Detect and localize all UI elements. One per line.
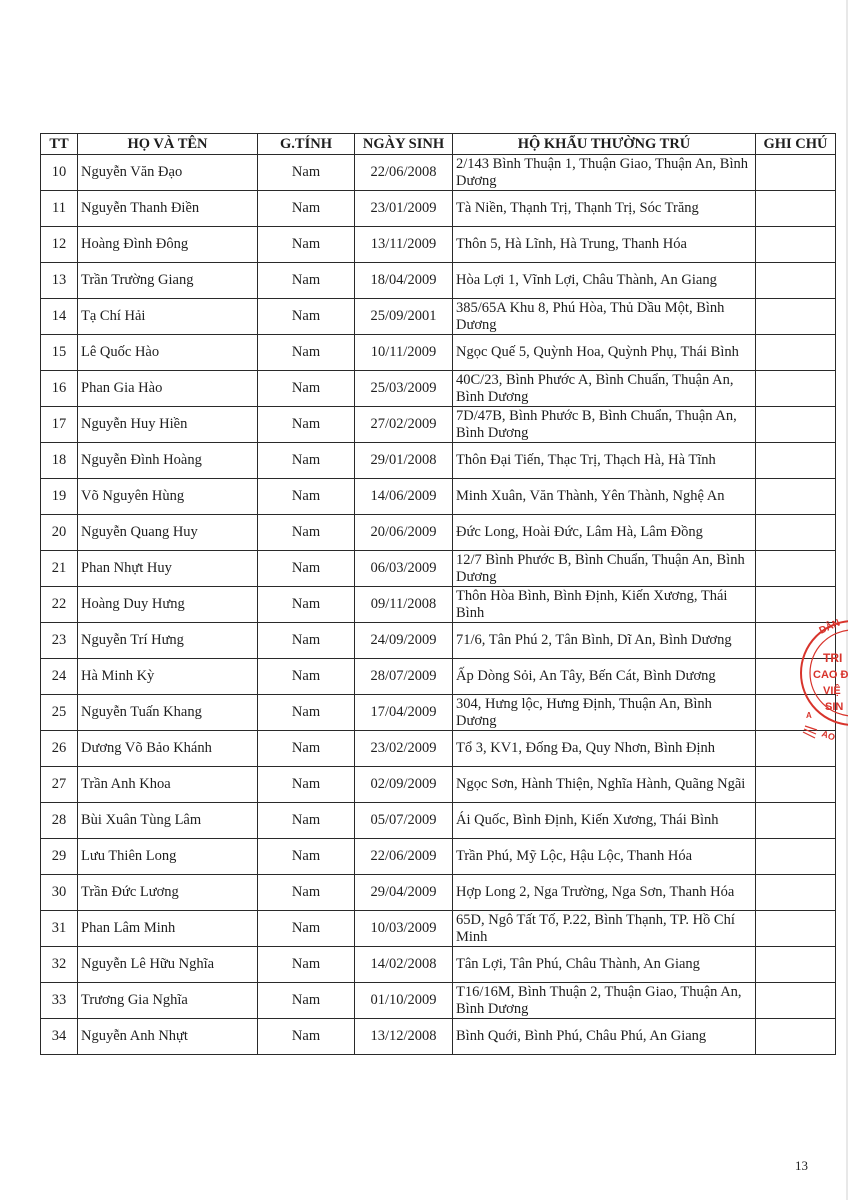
table-row <box>41 155 836 191</box>
cell-gender: Nam <box>258 983 355 1019</box>
cell-row-number: 26 <box>41 731 78 767</box>
cell-permanent-address: Tà Niền, Thạnh Trị, Thạnh Trị, Sóc Trăng <box>453 191 756 227</box>
cell-permanent-address: Đức Long, Hoài Đức, Lâm Hà, Lâm Đồng <box>453 515 756 551</box>
cell-date-of-birth: 09/11/2008 <box>355 587 453 623</box>
cell-student-name: Nguyễn Thanh Điền <box>78 191 258 227</box>
cell-permanent-address: 12/7 Bình Phước B, Bình Chuẩn, Thuận An, Bình Dương <box>453 551 756 587</box>
table-row <box>41 659 836 695</box>
cell-note <box>756 515 836 551</box>
cell-gender: Nam <box>258 407 355 443</box>
cell-student-name: Hoàng Duy Hưng <box>78 587 258 623</box>
stamp-text-2: TRI <box>823 651 843 665</box>
cell-permanent-address: Thôn Hòa Bình, Bình Định, Kiến Xương, Thái Bình <box>453 587 756 623</box>
cell-date-of-birth: 25/09/2001 <box>355 299 453 335</box>
cell-gender: Nam <box>258 263 355 299</box>
table-header-row <box>41 134 836 155</box>
cell-date-of-birth: 22/06/2009 <box>355 839 453 875</box>
cell-gender: Nam <box>258 335 355 371</box>
cell-date-of-birth: 13/11/2009 <box>355 227 453 263</box>
cell-permanent-address: Ngọc Sơn, Hành Thiện, Nghĩa Hành, Quãng Ngãi <box>453 767 756 803</box>
cell-permanent-address: Bình Quới, Bình Phú, Châu Phú, An Giang <box>453 1019 756 1055</box>
cell-date-of-birth: 06/03/2009 <box>355 551 453 587</box>
cell-permanent-address: Thôn Đại Tiến, Thạc Trị, Thạch Hà, Hà Tĩnh <box>453 443 756 479</box>
table-row <box>41 443 836 479</box>
cell-gender: Nam <box>258 659 355 695</box>
cell-date-of-birth: 28/07/2009 <box>355 659 453 695</box>
table-row <box>41 983 836 1019</box>
table-row <box>41 1019 836 1055</box>
cell-permanent-address: Minh Xuân, Văn Thành, Yên Thành, Nghệ An <box>453 479 756 515</box>
cell-date-of-birth: 13/12/2008 <box>355 1019 453 1055</box>
cell-row-number: 28 <box>41 803 78 839</box>
table-row <box>41 551 836 587</box>
cell-date-of-birth: 24/09/2009 <box>355 623 453 659</box>
cell-gender: Nam <box>258 227 355 263</box>
cell-note <box>756 1019 836 1055</box>
cell-row-number: 25 <box>41 695 78 731</box>
cell-student-name: Trần Đức Lương <box>78 875 258 911</box>
cell-student-name: Hà Minh Kỳ <box>78 659 258 695</box>
cell-row-number: 27 <box>41 767 78 803</box>
cell-gender: Nam <box>258 1019 355 1055</box>
cell-date-of-birth: 23/02/2009 <box>355 731 453 767</box>
cell-note <box>756 191 836 227</box>
table-row <box>41 479 836 515</box>
header-note: GHI CHÚ <box>756 134 836 155</box>
cell-student-name: Nguyễn Anh Nhựt <box>78 1019 258 1055</box>
cell-row-number: 22 <box>41 587 78 623</box>
cell-note <box>756 407 836 443</box>
cell-student-name: Phan Gia Hào <box>78 371 258 407</box>
cell-note <box>756 371 836 407</box>
cell-row-number: 23 <box>41 623 78 659</box>
cell-row-number: 21 <box>41 551 78 587</box>
cell-gender: Nam <box>258 947 355 983</box>
header-permanent-address: HỘ KHẨU THƯỜNG TRÚ <box>453 134 756 155</box>
cell-row-number: 32 <box>41 947 78 983</box>
cell-row-number: 19 <box>41 479 78 515</box>
cell-student-name: Nguyễn Trí Hưng <box>78 623 258 659</box>
stamp-text-7: AO <box>820 728 837 743</box>
cell-student-name: Phan Nhựt Huy <box>78 551 258 587</box>
cell-row-number: 13 <box>41 263 78 299</box>
cell-student-name: Phan Lâm Minh <box>78 911 258 947</box>
cell-date-of-birth: 23/01/2009 <box>355 191 453 227</box>
cell-row-number: 15 <box>41 335 78 371</box>
cell-date-of-birth: 27/02/2009 <box>355 407 453 443</box>
cell-gender: Nam <box>258 515 355 551</box>
cell-student-name: Nguyễn Tuấn Khang <box>78 695 258 731</box>
header-gender: G.TÍNH <box>258 134 355 155</box>
cell-date-of-birth: 17/04/2009 <box>355 695 453 731</box>
cell-gender: Nam <box>258 299 355 335</box>
cell-date-of-birth: 14/02/2008 <box>355 947 453 983</box>
table-row <box>41 731 836 767</box>
cell-gender: Nam <box>258 371 355 407</box>
cell-date-of-birth: 02/09/2009 <box>355 767 453 803</box>
stamp-text-5: SIN <box>825 701 844 713</box>
cell-date-of-birth: 10/11/2009 <box>355 335 453 371</box>
cell-student-name: Hoàng Đình Đông <box>78 227 258 263</box>
table-row <box>41 695 836 731</box>
table-row <box>41 803 836 839</box>
cell-note <box>756 335 836 371</box>
table-row <box>41 911 836 947</box>
stamp-text-4: VIỆ <box>823 685 841 697</box>
cell-student-name: Lê Quốc Hào <box>78 335 258 371</box>
cell-student-name: Trần Trường Giang <box>78 263 258 299</box>
cell-permanent-address: Hợp Long 2, Nga Trường, Nga Sơn, Thanh Hóa <box>453 875 756 911</box>
cell-permanent-address: 71/6, Tân Phú 2, Tân Bình, Dĩ An, Bình Dương <box>453 623 756 659</box>
cell-permanent-address: Tân Lợi, Tân Phú, Châu Thành, An Giang <box>453 947 756 983</box>
cell-note <box>756 947 836 983</box>
cell-row-number: 14 <box>41 299 78 335</box>
cell-note <box>756 803 836 839</box>
cell-date-of-birth: 29/04/2009 <box>355 875 453 911</box>
student-roster-table <box>40 133 836 1055</box>
cell-gender: Nam <box>258 875 355 911</box>
cell-student-name: Trần Anh Khoa <box>78 767 258 803</box>
cell-gender: Nam <box>258 443 355 479</box>
cell-permanent-address: Tổ 3, KV1, Đống Đa, Quy Nhơn, Bình Định <box>453 731 756 767</box>
cell-permanent-address: 2/143 Bình Thuận 1, Thuận Giao, Thuận An, Bình Dương <box>453 155 756 191</box>
table-row <box>41 587 836 623</box>
table-row <box>41 191 836 227</box>
cell-note <box>756 263 836 299</box>
cell-student-name: Trương Gia Nghĩa <box>78 983 258 1019</box>
cell-note <box>756 983 836 1019</box>
cell-permanent-address: 304, Hưng lộc, Hưng Định, Thuận An, Bình Dương <box>453 695 756 731</box>
cell-date-of-birth: 20/06/2009 <box>355 515 453 551</box>
cell-permanent-address: T16/16M, Bình Thuận 2, Thuận Giao, Thuận An, Bình Dương <box>453 983 756 1019</box>
table-row <box>41 875 836 911</box>
cell-permanent-address: 385/65A Khu 8, Phú Hòa, Thủ Dầu Một, Bình Dương <box>453 299 756 335</box>
cell-student-name: Nguyễn Huy Hiền <box>78 407 258 443</box>
header-date-of-birth: NGÀY SINH <box>355 134 453 155</box>
table-row <box>41 839 836 875</box>
cell-row-number: 11 <box>41 191 78 227</box>
cell-permanent-address: Trần Phú, Mỹ Lộc, Hậu Lộc, Thanh Hóa <box>453 839 756 875</box>
page-number: 13 <box>795 1158 808 1173</box>
cell-row-number: 12 <box>41 227 78 263</box>
cell-permanent-address: Ấp Dòng Sỏi, An Tây, Bến Cát, Bình Dương <box>453 659 756 695</box>
cell-date-of-birth: 22/06/2008 <box>355 155 453 191</box>
cell-gender: Nam <box>258 623 355 659</box>
table-row <box>41 407 836 443</box>
cell-date-of-birth: 10/03/2009 <box>355 911 453 947</box>
cell-row-number: 17 <box>41 407 78 443</box>
cell-date-of-birth: 29/01/2008 <box>355 443 453 479</box>
cell-row-number: 16 <box>41 371 78 407</box>
cell-gender: Nam <box>258 911 355 947</box>
cell-row-number: 10 <box>41 155 78 191</box>
stamp-text-3: CAO Đ <box>813 669 848 681</box>
table-row <box>41 263 836 299</box>
table-row <box>41 515 836 551</box>
table-row <box>41 623 836 659</box>
cell-note <box>756 839 836 875</box>
table-row <box>41 227 836 263</box>
cell-gender: Nam <box>258 479 355 515</box>
cell-student-name: Nguyễn Đình Hoàng <box>78 443 258 479</box>
header-full-name: HỌ VÀ TÊN <box>78 134 258 155</box>
cell-permanent-address: Ngọc Quế 5, Quỳnh Hoa, Quỳnh Phụ, Thái Bình <box>453 335 756 371</box>
cell-note <box>756 767 836 803</box>
cell-gender: Nam <box>258 191 355 227</box>
cell-row-number: 31 <box>41 911 78 947</box>
cell-row-number: 20 <box>41 515 78 551</box>
cell-gender: Nam <box>258 695 355 731</box>
cell-date-of-birth: 25/03/2009 <box>355 371 453 407</box>
cell-note <box>756 155 836 191</box>
cell-row-number: 30 <box>41 875 78 911</box>
header-tt: TT <box>41 134 78 155</box>
cell-note <box>756 299 836 335</box>
cell-date-of-birth: 01/10/2009 <box>355 983 453 1019</box>
cell-note <box>756 443 836 479</box>
cell-permanent-address: 65D, Ngô Tất Tố, P.22, Bình Thạnh, TP. Hồ Chí Minh <box>453 911 756 947</box>
cell-date-of-birth: 14/06/2009 <box>355 479 453 515</box>
cell-note <box>756 479 836 515</box>
cell-student-name: Võ Nguyên Hùng <box>78 479 258 515</box>
cell-date-of-birth: 05/07/2009 <box>355 803 453 839</box>
cell-gender: Nam <box>258 551 355 587</box>
cell-gender: Nam <box>258 767 355 803</box>
stamp-text-1: DÂN <box>817 617 842 637</box>
cell-permanent-address: Hòa Lợi 1, Vĩnh Lợi, Châu Thành, An Giang <box>453 263 756 299</box>
cell-student-name: Tạ Chí Hải <box>78 299 258 335</box>
table-row <box>41 371 836 407</box>
table-row <box>41 299 836 335</box>
cell-row-number: 33 <box>41 983 78 1019</box>
cell-student-name: Nguyễn Quang Huy <box>78 515 258 551</box>
cell-gender: Nam <box>258 155 355 191</box>
cell-student-name: Lưu Thiên Long <box>78 839 258 875</box>
red-seal-stamp <box>793 598 848 748</box>
table-row <box>41 947 836 983</box>
cell-permanent-address: Thôn 5, Hà Lĩnh, Hà Trung, Thanh Hóa <box>453 227 756 263</box>
cell-permanent-address: 40C/23, Bình Phước A, Bình Chuẩn, Thuận An, Bình Dương <box>453 371 756 407</box>
stamp-text-6: A <box>806 711 812 720</box>
cell-note <box>756 875 836 911</box>
cell-note <box>756 551 836 587</box>
cell-row-number: 29 <box>41 839 78 875</box>
cell-note <box>756 227 836 263</box>
cell-student-name: Nguyễn Lê Hữu Nghĩa <box>78 947 258 983</box>
cell-gender: Nam <box>258 731 355 767</box>
cell-row-number: 18 <box>41 443 78 479</box>
cell-gender: Nam <box>258 839 355 875</box>
table-row <box>41 767 836 803</box>
cell-note <box>756 911 836 947</box>
cell-gender: Nam <box>258 803 355 839</box>
cell-gender: Nam <box>258 587 355 623</box>
cell-date-of-birth: 18/04/2009 <box>355 263 453 299</box>
cell-permanent-address: 7D/47B, Bình Phước B, Bình Chuẩn, Thuận An, Bình Dương <box>453 407 756 443</box>
cell-student-name: Dương Võ Bảo Khánh <box>78 731 258 767</box>
cell-student-name: Bùi Xuân Tùng Lâm <box>78 803 258 839</box>
cell-student-name: Nguyễn Văn Đạo <box>78 155 258 191</box>
cell-permanent-address: Ái Quốc, Bình Định, Kiến Xương, Thái Bình <box>453 803 756 839</box>
cell-row-number: 24 <box>41 659 78 695</box>
table-row <box>41 335 836 371</box>
cell-row-number: 34 <box>41 1019 78 1055</box>
